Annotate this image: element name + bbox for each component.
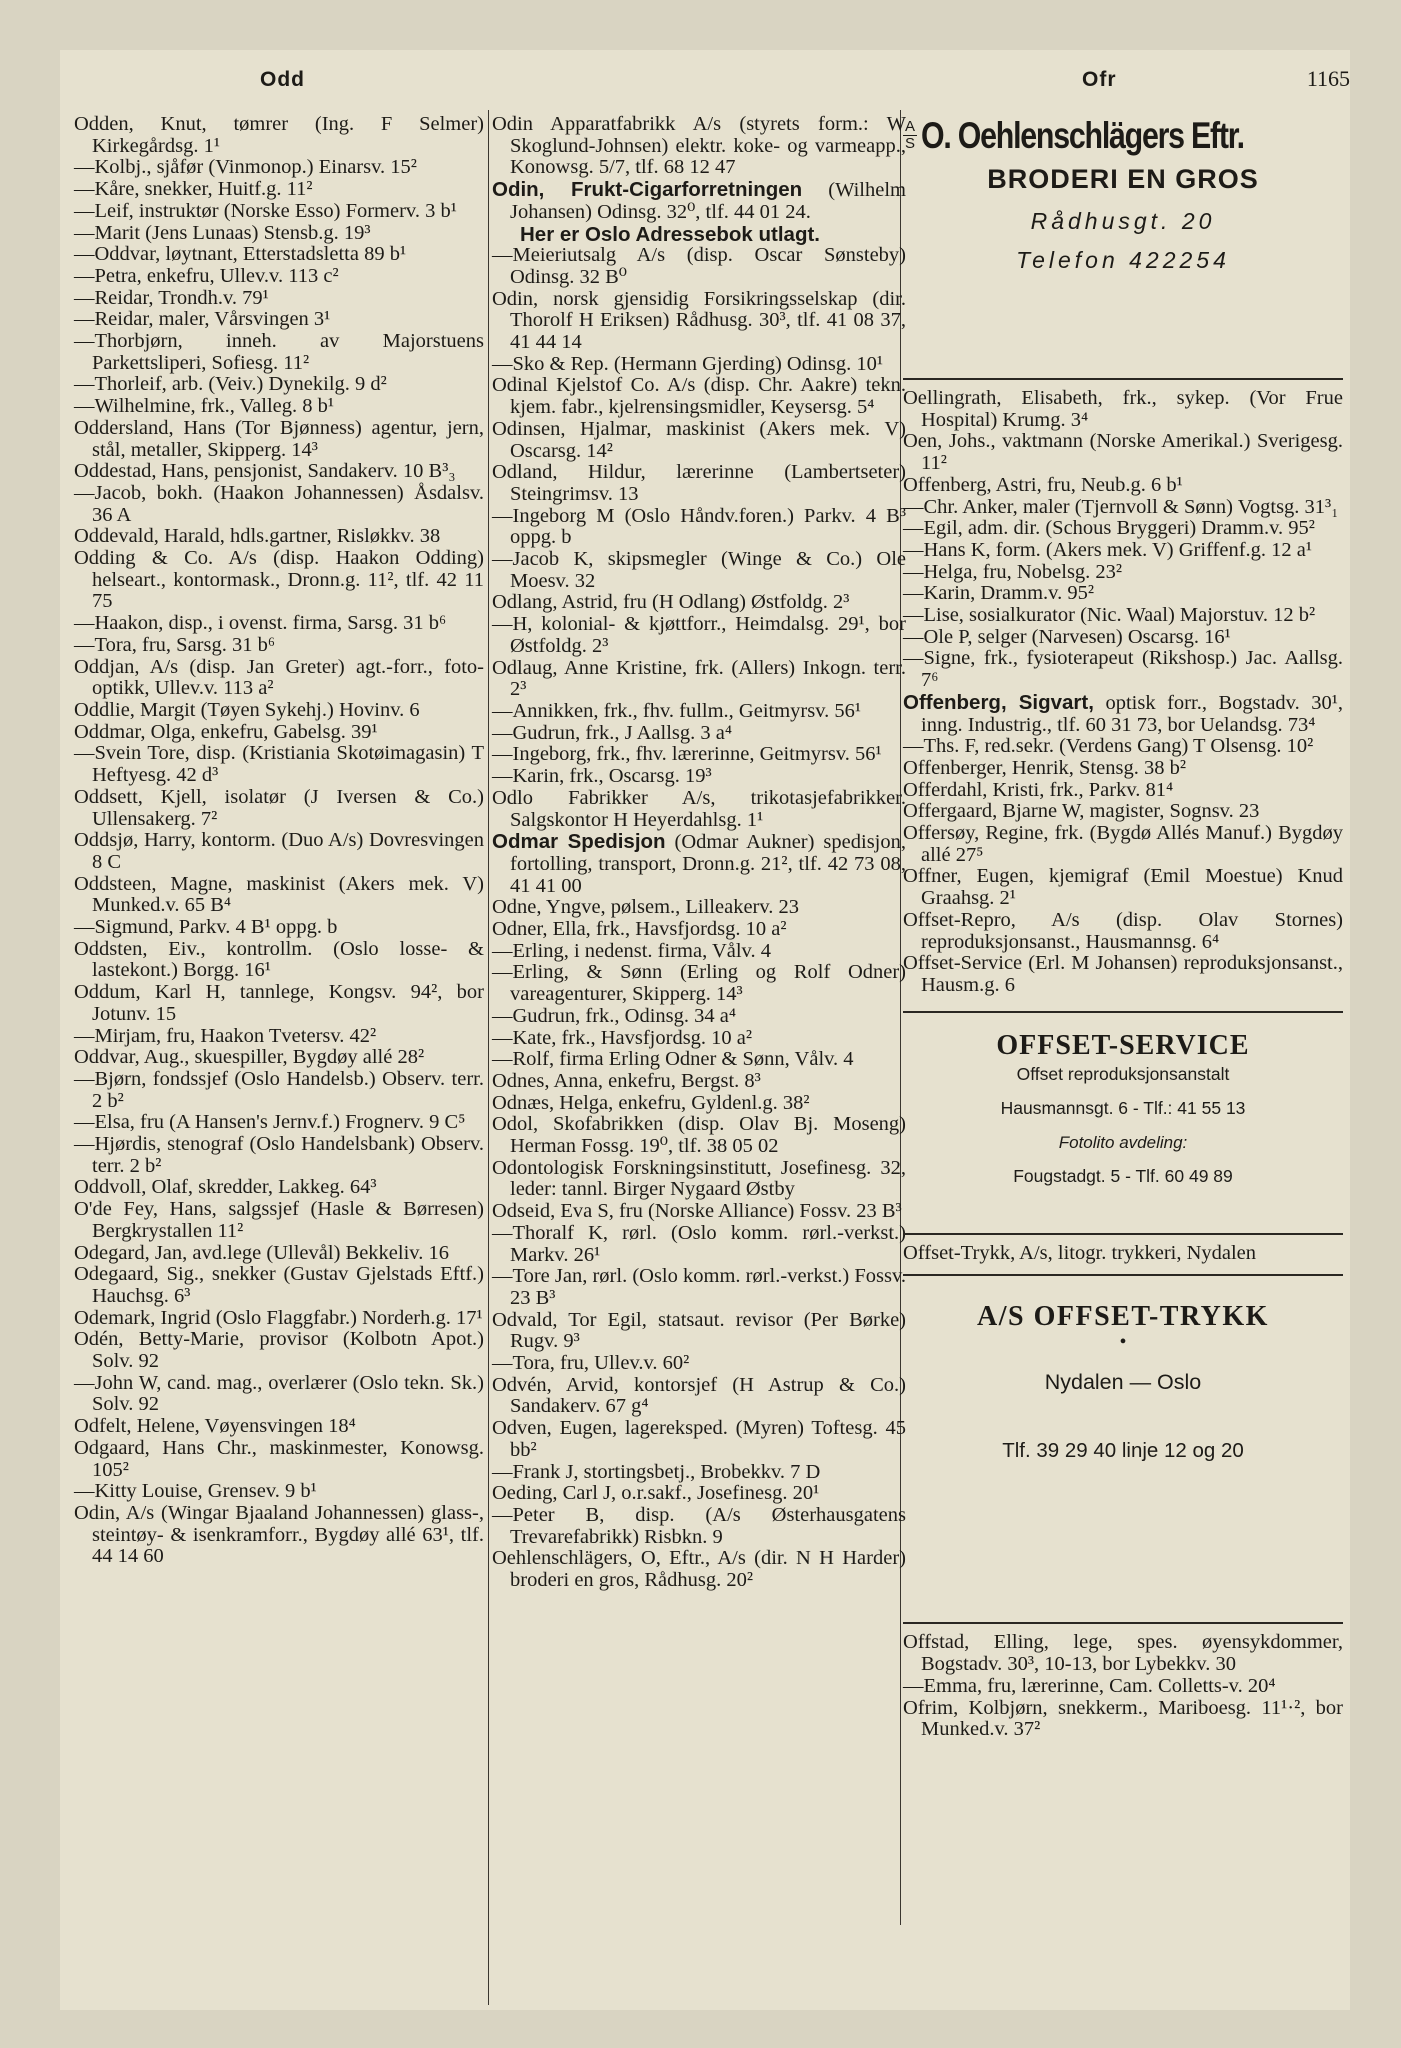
entry-name-bold: Odmar Spedisjon	[492, 830, 666, 854]
ad-address: Rådhusgt. 20	[1030, 207, 1216, 234]
list-item: —Tora, fru, Ullev.v. 60²	[492, 1352, 690, 1375]
list-item: Odegard, Jan, avd.lege (Ullevål) Bekkeliv. 16	[74, 1241, 449, 1264]
ad-department-address: Fougstadgt. 5 - Tlf. 60 49 89	[1013, 1165, 1233, 1186]
column-2	[492, 114, 906, 1592]
list-item: Oellingrath, Elisabeth, frk., sykep. (Vor Frue Hospital) Krumg. 3⁴	[903, 387, 1343, 431]
list-item: —Karin, frk., Oscarsg. 19³	[492, 765, 712, 788]
list-item: —Rolf, firma Erling Odner & Sønn, Vålv. 4	[492, 1048, 854, 1071]
list-item: Odner, Ella, frk., Havsfjordsg. 10 a²	[492, 918, 787, 941]
running-head-right: Ofr	[1082, 68, 1117, 91]
list-item: —Chr. Anker, maler (Tjernvoll & Sønn) Vogtsg. 31³₁	[903, 495, 1339, 518]
list-item: Oddjan, A/s (disp. Jan Greter) agt.-forr., foto-optikk, Ullev.v. 113 a²	[74, 655, 484, 700]
divider	[903, 1622, 1343, 1624]
offset-service-ad	[903, 1029, 1343, 1225]
list-item: Offset-Trykk, A/s, litogr. trykkeri, Nydalen	[903, 1241, 1257, 1264]
ad-phone: Tlf. 39 29 40 linje 12 og 20	[1002, 1438, 1244, 1462]
list-item: —Frank J, stortingsbetj., Brobekkv. 7 D	[492, 1460, 821, 1483]
list-item: —Reidar, Trondh.v. 79¹	[74, 286, 269, 309]
list-item: —Ingeborg, frk., fhv. lærerinne, Geitmyrsv. 56¹	[492, 743, 882, 766]
entry-group	[903, 388, 1343, 692]
list-item: —Tora, fru, Sarsg. 31 b⁶	[74, 633, 275, 656]
list-item: —Gudrun, frk., J Aallsg. 3 a⁴	[492, 721, 733, 744]
ad-address: Hausmannsgt. 6 - Tlf.: 41 55 13	[1000, 1098, 1246, 1119]
running-head-left: Odd	[260, 68, 305, 91]
list-item: —John W, cand. mag., overlærer (Oslo tekn. Sk.) Solv. 92	[74, 1371, 484, 1416]
list-item: Odland, Hildur, lærerinne (Lambertseter) Steingrimsv. 13	[492, 461, 906, 505]
list-item: Odin, norsk gjensidig Forsikringsselskap (dir. Thorolf H Eriksen) Rådhusg. 30³, tlf. 41 08 37, 41 44 14	[492, 287, 906, 354]
list-item: —Leif, instruktør (Norske Esso) Formerv. 3 b¹	[74, 199, 457, 222]
list-item: Oehlenschlägers, O, Eftr., A/s (dir. N H Harder) broderi en gros, Rådhusg. 20²	[492, 1547, 906, 1592]
ad-subtitle: Offset reproduksjonsanstalt	[1016, 1064, 1230, 1085]
list-item: Oddum, Karl H, tannlege, Kongsv. 94², bor Jotunv. 15	[74, 981, 484, 1025]
list-item: —Elsa, fru (A Hansen's Jernv.f.) Frognerv. 9 C⁵	[74, 1111, 466, 1134]
entry-text: (Odmar Aukner) spedisjon, fortolling, transport, Dronn.g. 21², tlf. 42 73 08, 41 41 00	[510, 831, 906, 897]
entry-group	[492, 897, 906, 1592]
column-1	[74, 114, 484, 1568]
list-item: Oddersland, Hans (Tor Bjønness) agentur, jern, stål, metaller, Skipperg. 14³	[74, 416, 484, 461]
column-divider-1	[488, 110, 489, 2005]
list-item: Odven, Eugen, lagereksped. (Myren) Toftesg. 45 bb²	[492, 1417, 906, 1461]
list-item: —Lise, sosialkurator (Nic. Waal) Majorstuv. 12 b²	[903, 604, 1316, 627]
list-item: Oeding, Carl J, o.r.sakf., Josefinesg. 20¹	[492, 1482, 820, 1505]
list-item: Odnæs, Helga, enkefru, Gyldenl.g. 38²	[492, 1091, 810, 1114]
entry-text: (Wilhelm Johansen) Odinsg. 32⁰, tlf. 44 01 24.	[510, 179, 906, 223]
list-item: —Helga, fru, Nobelsg. 23²	[903, 560, 1123, 583]
column-3	[903, 114, 1343, 1741]
list-item: —Gudrun, frk., Odinsg. 34 a⁴	[492, 1004, 737, 1027]
list-item: —Thorbjørn, inneh. av Majorstuens Parkettsliperi, Sofiesg. 11²	[74, 330, 484, 374]
ad-title	[903, 114, 1343, 156]
list-item: —Oddvar, løytnant, Etterstadsletta 89 b¹	[74, 243, 407, 266]
list-item: —Ole P, selger (Narvesen) Oscarsg. 16¹	[903, 625, 1231, 648]
list-item: Offenberg, Astri, fru, Neub.g. 6 b¹	[903, 473, 1183, 496]
list-item: —Meieriutsalg A/s (disp. Oscar Sønsteby) Odinsg. 32 B⁰	[492, 244, 906, 288]
divider	[903, 1233, 1343, 1235]
list-item: —Mirjam, fru, Haakon Tvetersv. 42²	[74, 1024, 377, 1047]
list-item: —Marit (Jens Lunaas) Stensb.g. 19³	[74, 221, 371, 244]
ad-title: OFFSET-SERVICE	[996, 1029, 1250, 1061]
list-item: Odemark, Ingrid (Oslo Flaggfabr.) Norderh.g. 17¹	[74, 1306, 483, 1329]
list-item: —Thoralf K, rørl. (Oslo komm. rørl.-verkst.) Markv. 26¹	[492, 1221, 906, 1266]
list-item: —Sko & Rep. (Hermann Gjerding) Odinsg. 10¹	[492, 352, 884, 375]
as-mark	[903, 120, 917, 151]
list-item: Odlaug, Anne Kristine, frk. (Allers) Inkogn. terr. 2³	[492, 656, 906, 701]
list-item: Ofrim, Kolbjørn, snekkerm., Mariboesg. 11¹·², bor Munked.v. 37²	[903, 1696, 1343, 1741]
list-item: Offset-Service (Erl. M Johansen) reproduksjonsanst., Hausm.g. 6	[903, 952, 1343, 996]
entry-text: optisk forr., Bogstadv. 30¹, inng. Industrig., tlf. 60 31 73, bor Uelandsg. 73⁴	[921, 691, 1344, 736]
list-item: —Tore Jan, rørl. (Oslo komm. rørl.-verkst.) Fossv. 23 B³	[492, 1265, 907, 1309]
ad-company-name: O. Oehlenschlägers Eftr.	[921, 114, 1244, 156]
page-number: 1165	[1306, 66, 1350, 91]
list-item: Odseid, Eva S, fru (Norske Alliance) Fossv. 23 B³	[492, 1200, 902, 1223]
list-item: Oddvar, Aug., skuespiller, Bygdøy allé 28²	[74, 1046, 425, 1069]
list-item	[492, 179, 906, 223]
list-item	[903, 692, 1343, 736]
ad-tagline: BRODERI EN GROS	[987, 164, 1259, 194]
promo-line: Her er Oslo Adressebok utlagt.	[520, 222, 820, 246]
list-item: Odnes, Anna, enkefru, Bergst. 8³	[492, 1069, 761, 1092]
list-item: Oddmar, Olga, enkefru, Gabelsg. 39¹	[74, 720, 378, 743]
list-item: —Bjørn, fondssjef (Oslo Handelsb.) Observ. terr. 2 b²	[74, 1067, 484, 1112]
list-item: —H, kolonial- & kjøttforr., Heimdalsg. 29¹, bor Østfoldg. 2³	[492, 613, 906, 657]
list-item: Odvald, Tor Egil, statsaut. revisor (Per Børke) Rugv. 9³	[492, 1308, 906, 1353]
list-item: —Ths. F, red.sekr. (Verdens Gang) T Olsensg. 10²	[903, 735, 1314, 758]
list-item: —Kate, frk., Havsfjordsg. 10 a²	[492, 1026, 753, 1049]
divider	[903, 1011, 1343, 1013]
ad-title: A/S OFFSET-TRYKK	[977, 1301, 1269, 1333]
list-item: Odinsen, Hjalmar, maskinist (Akers mek. V) Oscarsg. 14²	[492, 417, 906, 462]
entry-group	[492, 245, 906, 831]
list-item: Oddsten, Eiv., kontrollm. (Oslo losse- & lastekont.) Borgg. 16¹	[74, 937, 484, 982]
list-item: —Erling, & Sønn (Erling og Rolf Odner) vareagenturer, Skipperg. 14³	[492, 961, 906, 1006]
list-item: —Hjørdis, stenograf (Oslo Handelsbank) Observ. terr. 2 b²	[74, 1133, 484, 1177]
divider	[903, 1274, 1343, 1276]
offset-trykk-ad	[903, 1301, 1343, 1614]
list-item: —Emma, fru, lærerinne, Cam. Colletts-v. 20⁴	[903, 1674, 1276, 1697]
list-item: Odinal Kjelstof Co. A/s (disp. Chr. Aakre) tekn. kjem. fabr., kjelrensingsmidler, Keysersg. 5⁴	[492, 374, 906, 419]
directory-page	[60, 50, 1350, 2010]
list-item: Odgaard, Hans Chr., maskinmester, Konowsg. 105²	[74, 1436, 484, 1481]
ad-location: Nydalen — Oslo	[1044, 1369, 1202, 1394]
ad-phone: Telefon 422254	[1016, 247, 1230, 274]
list-item: Odne, Yngve, pølsem., Lilleakerv. 23	[492, 896, 800, 919]
list-item: —Kitty Louise, Grensev. 9 b¹	[74, 1480, 317, 1503]
list-item: Oddlie, Margit (Tøyen Sykehj.) Hovinv. 6	[74, 698, 420, 721]
list-item: Offner, Eugen, kjemigraf (Emil Moestue) Knud Graahsg. 2¹	[903, 865, 1343, 910]
list-item: Odontologisk Forskningsinstitutt, Josefinesg. 32, leder: tannl. Birger Nygaard Østby	[492, 1156, 906, 1201]
ad-department: Fotolito avdeling:	[1058, 1132, 1188, 1152]
list-item: —Annikken, frk., fhv. fullm., Geitmyrsv. 56¹	[492, 699, 862, 722]
list-item: Oddsjø, Harry, kontorm. (Duo A/s) Dovresvingen 8 C	[74, 829, 484, 873]
list-item: —Ingeborg M (Oslo Håndv.foren.) Parkv. 4 B³ oppg. b	[492, 504, 906, 549]
list-item: —Jacob K, skipsmegler (Winge & Co.) Ole Moesv. 32	[492, 548, 906, 592]
oehlenschlager-ad	[903, 114, 1343, 378]
entry-group	[903, 1632, 1343, 1741]
divider	[903, 378, 1343, 380]
list-item: Odol, Skofabrikken (disp. Olav Bj. Moseng) Herman Fossg. 19⁰, tlf. 38 05 02	[492, 1113, 906, 1158]
as-mark-bottom: S	[904, 135, 915, 152]
list-item: —Petra, enkefru, Ullev.v. 113 c²	[74, 264, 339, 287]
list-item: Odden, Knut, tømrer (Ing. F Selmer) Kirkegårdsg. 1¹	[74, 113, 484, 157]
list-item: —Sigmund, Parkv. 4 B¹ oppg. b	[74, 916, 338, 939]
list-item: —Hans K, form. (Akers mek. V) Griffenf.g. 12 a¹	[903, 538, 1313, 561]
list-item: —Thorleif, arb. (Veiv.) Dynekilg. 9 d²	[74, 373, 387, 396]
list-item: Odlo Fabrikker A/s, trikotasjefabrikker. Salgskontor H Heyerdahlsg. 1¹	[492, 786, 906, 831]
list-item: Odfelt, Helene, Vøyensvingen 18⁴	[74, 1415, 356, 1438]
entry-name-bold: Odin, Frukt-Cigarforretningen	[492, 178, 803, 202]
list-item: —Wilhelmine, frk., Valleg. 8 b¹	[74, 395, 335, 418]
list-item: —Kolbj., sjåfør (Vinmonop.) Einarsv. 15²	[74, 156, 417, 179]
list-item: Odvén, Arvid, kontorsjef (H Astrup & Co.) Sandakerv. 67 g⁴	[492, 1373, 906, 1418]
list-item: Offenberger, Henrik, Stensg. 38 b²	[903, 756, 1186, 779]
list-item: —Karin, Dramm.v. 95²	[903, 582, 1094, 605]
list-item: Oen, Johs., vaktmann (Norske Amerikal.) Sverigesg. 11²	[903, 430, 1343, 475]
list-item: Oddevald, Harald, hdls.gartner, Risløkkv. 38	[74, 525, 441, 548]
list-item: —Peter B, disp. (A/s Østerhausgatens Trevarefabrikk) Risbkn. 9	[492, 1504, 906, 1548]
list-item: —Jacob, bokh. (Haakon Johannessen) Åsdalsv. 36 A	[74, 481, 484, 526]
list-item: Odding & Co. A/s (disp. Haakon Odding) helseart., kontormask., Dronn.g. 11², tlf. 42 11 75	[74, 547, 484, 613]
list-item: —Egil, adm. dir. (Schous Bryggeri) Dramm.v. 95²	[903, 517, 1315, 540]
entry-group	[903, 736, 1343, 996]
list-item: Odegaard, Sig., snekker (Gustav Gjelstads Eftf.) Hauchsg. 6³	[74, 1263, 484, 1307]
list-item: Offset-Repro, A/s (disp. Olav Stornes) reproduksjonsanst., Hausmannsg. 6⁴	[903, 908, 1343, 953]
list-item: Odin Apparatfabrikk A/s (styrets form.: W Skoglund-Johnsen) elektr. koke- og varmeapp., Konowsg. 5/7, tlf. 68 12 47	[492, 113, 906, 179]
list-item: —Reidar, maler, Vårsvingen 3¹	[74, 308, 331, 331]
list-item: Offstad, Elling, lege, spes. øyensykdommer, Bogstadv. 30³, 10-13, bor Lybekkv. 30	[903, 1631, 1343, 1676]
list-item	[492, 831, 906, 897]
list-item: Oddsett, Kjell, isolatør (J Iversen & Co.) Ullensakerg. 7²	[74, 785, 484, 830]
list-item: —Erling, i nedenst. firma, Vålv. 4	[492, 939, 771, 962]
list-item: Offersøy, Regine, frk. (Bygdø Allés Manuf.) Bygdøy allé 27⁵	[903, 822, 1343, 866]
list-item: O'de Fey, Hans, salgssjef (Hasle & Børresen) Bergkrystallen 11²	[74, 1198, 484, 1242]
as-mark-top: A	[904, 118, 915, 135]
list-item: Odén, Betty-Marie, provisor (Kolbotn Apot.) Solv. 92	[74, 1328, 484, 1373]
list-item: Offerdahl, Kristi, frk., Parkv. 81⁴	[903, 778, 1174, 801]
list-item: Odin, A/s (Wingar Bjaaland Johannessen) glass-, steintøy- & isenkramforr., Bygdøy allé 63¹, tlf. 44 14 60	[74, 1502, 484, 1568]
list-item: —Svein Tore, disp. (Kristiania Skotøimagasin) T Heftyesg. 42 d³	[74, 742, 484, 787]
list-item: —Kåre, snekker, Huitf.g. 11²	[74, 178, 313, 201]
list-item: —Haakon, disp., i ovenst. firma, Sarsg. 31 b⁶	[74, 612, 447, 635]
list-item: Odlang, Astrid, fru (H Odlang) Østfoldg. 2³	[492, 591, 850, 614]
list-item: Oddestad, Hans, pensjonist, Sandakerv. 10 B³₃	[74, 460, 456, 483]
list-item: Oddvoll, Olaf, skredder, Lakkeg. 64³	[74, 1176, 377, 1199]
list-item: Oddsteen, Magne, maskinist (Akers mek. V) Munked.v. 65 B⁴	[74, 872, 484, 917]
list-item: —Signe, frk., fysioterapeut (Rikshosp.) Jac. Aallsg. 7⁶	[903, 647, 1343, 692]
list-item: Offergaard, Bjarne W, magister, Sognsv. 23	[903, 800, 1260, 823]
entry-name-bold: Offenberg, Sigvart,	[903, 690, 1094, 714]
ad-bullet: •	[1119, 1331, 1127, 1354]
